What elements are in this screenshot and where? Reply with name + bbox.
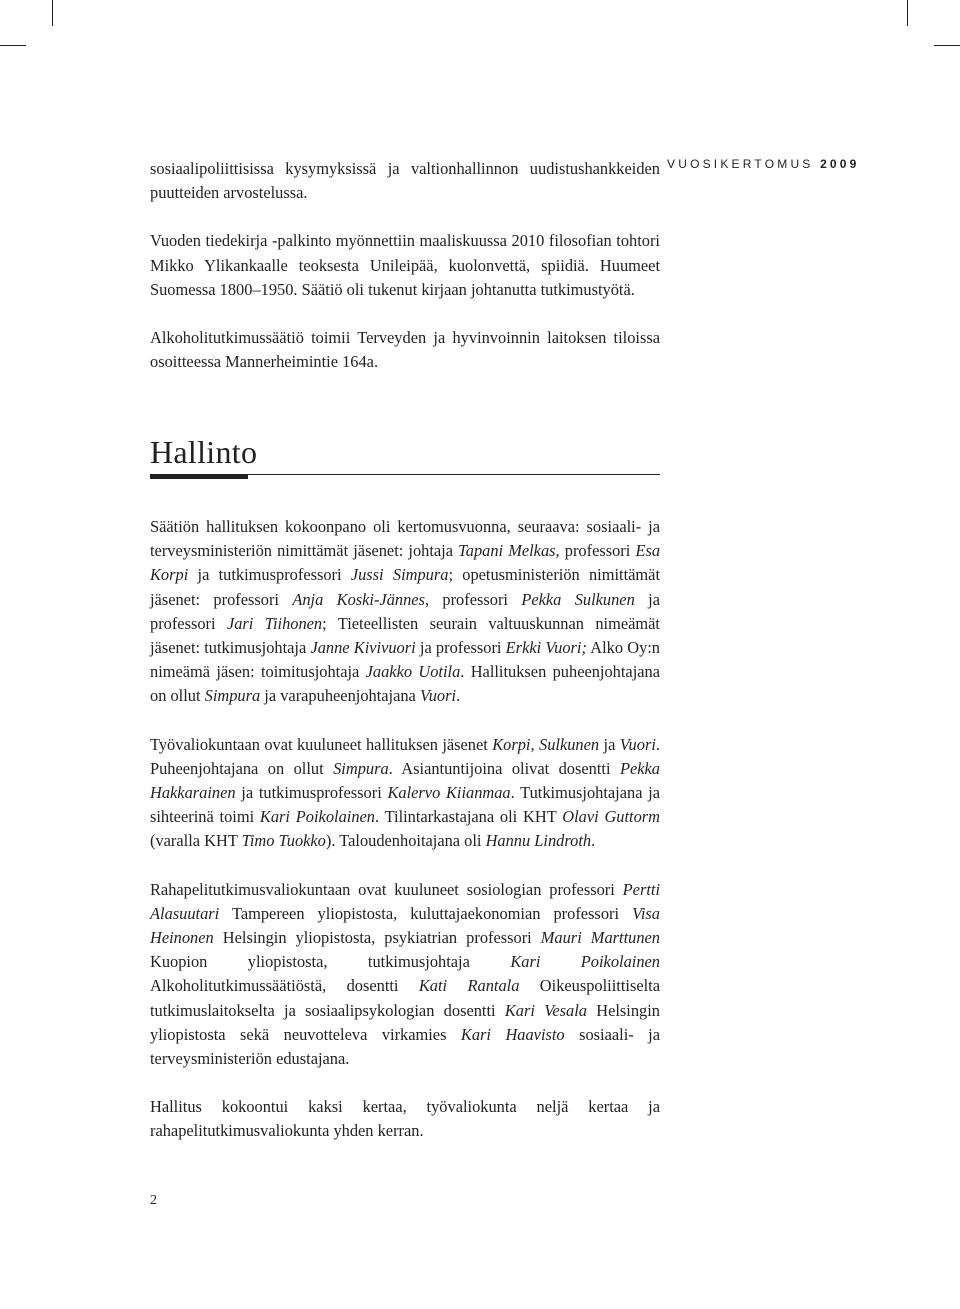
- text-run: Rahapelitutkimusvaliokuntaan ovat kuuluneet sosiologian professori: [150, 879, 623, 899]
- text-run: Työvaliokuntaan ovat kuuluneet hallituksen jäsenet: [150, 734, 493, 754]
- crop-mark-top-right: [907, 0, 908, 26]
- italic-name-run: Kari Poikolainen: [259, 807, 375, 827]
- italic-name-run: Timo Tuokko: [241, 831, 326, 851]
- section-heading: Hallinto: [150, 434, 258, 470]
- body-paragraph-4: [150, 1095, 660, 1143]
- body-paragraph-2: [150, 733, 660, 854]
- text-run: . Asiantuntijoina olivat dosentti: [388, 758, 620, 778]
- text-run: . Puheenjohtajana on ollut: [150, 734, 660, 778]
- italic-name-run: Anja Koski-Jännes: [292, 589, 425, 609]
- text-run: Tampereen yliopistosta, kuluttajaekonomian professori: [219, 903, 633, 923]
- text-run: ja: [599, 734, 620, 754]
- crop-mark-left-upper: [0, 45, 26, 46]
- italic-name-run: Tapani Melkas: [458, 541, 556, 561]
- italic-name-run: Kari Vesala: [504, 1000, 587, 1020]
- text-run: Alko Oy:n nimeämä jäsen: toimitusjohtaja: [150, 638, 661, 682]
- text-run: ja tutkimusprofessori: [235, 783, 388, 803]
- italic-name-run: Pekka Sulkunen: [521, 589, 635, 609]
- page-number: 2: [150, 1193, 157, 1208]
- intro-paragraph-1: sosiaalipoliittisissa kysymyksissä ja valtionhallinnon uudistushankkeiden puutteiden arvostelussa.: [150, 159, 660, 203]
- text-run: (varalla KHT: [150, 831, 242, 851]
- body-paragraph-1: [150, 515, 660, 709]
- italic-name-run: Kari Poikolainen: [510, 952, 660, 972]
- italic-name-run: Vuori: [419, 686, 457, 706]
- intro-paragraph-3: Alkoholitutkimussäätiö toimii Terveyden ja hyvinvoinnin laitoksen tiloissa osoitteessa Mannerheimintie 164a.: [150, 328, 660, 372]
- italic-name-run: Vuori: [619, 734, 656, 754]
- text-run: ja professori: [150, 589, 660, 633]
- text-run: ja tutkimusprofessori: [188, 565, 351, 585]
- italic-name-run: Korpi: [492, 734, 531, 754]
- text-run: Helsingin yliopistosta sekä neuvotteleva virkamies: [150, 1000, 660, 1044]
- text-run: ja varapuheenjohtajana: [260, 686, 420, 706]
- italic-name-run: Hannu Lindroth: [485, 831, 592, 851]
- text-run: ). Taloudenhoitajana oli: [325, 831, 486, 851]
- running-head-label: VUOSIKERTOMUS: [667, 157, 814, 171]
- text-run: . Tilintarkastajana oli KHT: [374, 807, 563, 827]
- section-body: [150, 515, 660, 1144]
- running-head: [667, 157, 860, 171]
- intro-text: [150, 157, 660, 374]
- italic-name-run: Kari Haavisto: [460, 1024, 565, 1044]
- crop-mark-right-upper: [934, 45, 960, 46]
- italic-name-run: Visa Heinonen: [150, 903, 660, 948]
- italic-name-run: Simpura: [333, 758, 389, 778]
- running-head-year: 2009: [820, 157, 860, 171]
- italic-name-run: Kalervo Kiianmaa: [387, 783, 511, 803]
- text-run: . Tutkimusjohtajana ja sihteerinä toimi: [150, 783, 660, 827]
- text-run: Alkoholitutkimussäätiöstä, dosentti: [150, 976, 419, 996]
- italic-name-run: Jari Tiihonen: [226, 613, 323, 633]
- section-heading-block: [150, 432, 660, 479]
- text-run: Säätiön hallituksen kokoonpano oli kertomusvuonna, seuraava: sosiaali- ja terveysministeriön nimittämät jäsenet: johtaja: [150, 517, 660, 561]
- text-run: . Hallituksen puheenjohtajana on ollut: [150, 662, 661, 706]
- italic-name-run: Sulkunen: [539, 734, 600, 754]
- text-run: , professori: [555, 541, 636, 561]
- text-run: ,: [530, 734, 540, 754]
- text-run: ; opetusministeriön nimittämät jäsenet: professori: [150, 565, 660, 609]
- text-run: Hallitus kokoontui kaksi kertaa, työvaliokunta neljä kertaa ja rahapelitutkimusvaliokunta yhden kerran.: [150, 1097, 660, 1141]
- italic-name-run: Esa Korpi: [150, 541, 661, 585]
- italic-name-run: Mauri Marttunen: [540, 928, 660, 948]
- text-run: Helsingin yliopistosta, psykiatrian professori: [213, 928, 541, 948]
- italic-name-run: Jaakko Uotila: [365, 662, 461, 682]
- italic-name-run: Olavi Guttorm: [562, 807, 660, 827]
- text-run: Oikeuspoliittiselta tutkimuslaitokselta ja sosiaalipsykologian dosentti: [150, 976, 660, 1020]
- crop-mark-top-left: [52, 0, 53, 26]
- heading-rule-thick: [150, 474, 248, 479]
- text-run: ja professori: [415, 638, 506, 658]
- italic-name-run: Jussi Simpura: [350, 565, 449, 585]
- intro-paragraph-2: Vuoden tiedekirja -palkinto myönnettiin maaliskuussa 2010 filosofian tohtori Mikko Ylikankaalle teoksesta Unileipää, kuolonvettä, spiidiä. Huumeet Suomessa 1800–1950. Säätiö oli tukenut kirjaan johtanutta tutkimustyötä.: [150, 231, 660, 299]
- text-run: sosiaali- ja terveysministeriön edustajana.: [150, 1024, 660, 1069]
- text-run: .: [456, 686, 461, 706]
- body-paragraph-3: [150, 878, 660, 1072]
- italic-name-run: Pekka Hakkarainen: [150, 758, 660, 803]
- italic-name-run: Simpura: [204, 686, 261, 706]
- italic-name-run: Erkki Vuori;: [505, 638, 587, 658]
- italic-name-run: Kati Rantala: [418, 976, 520, 996]
- text-run: ; Tieteellisten seurain valtuuskunnan nimeämät jäsenet: tutkimusjohtaja: [150, 613, 660, 658]
- text-run: .: [591, 831, 596, 851]
- italic-name-run: Janne Kivivuori: [310, 638, 416, 658]
- italic-name-run: Pertti Alasuutari: [150, 879, 660, 923]
- text-run: Kuopion yliopistosta, tutkimusjohtaja: [150, 952, 511, 972]
- heading-rule: [150, 474, 660, 479]
- text-run: , professori: [424, 589, 522, 609]
